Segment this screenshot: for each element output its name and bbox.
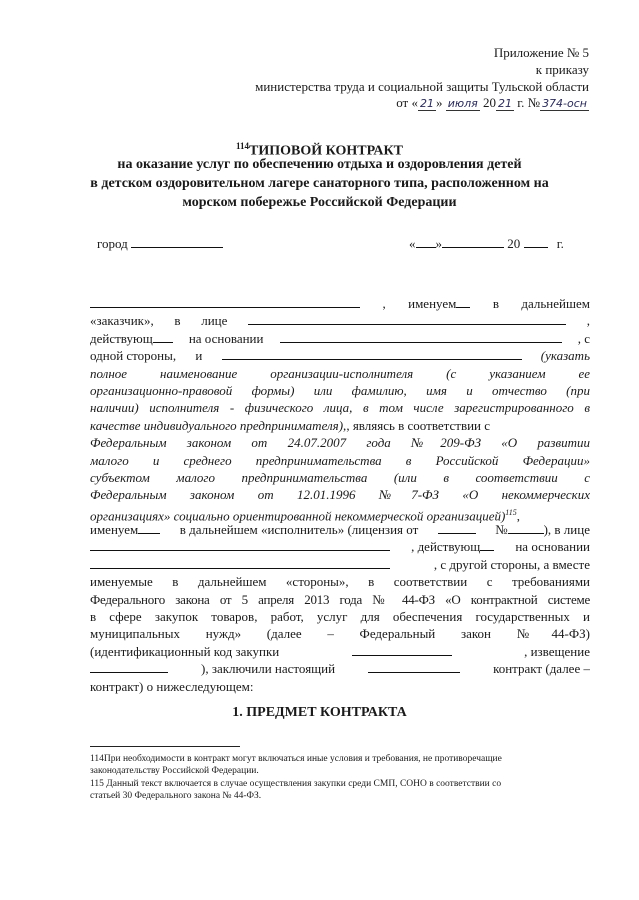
footnote-mark-115: 115 xyxy=(505,507,517,517)
italic-instruction: организационно-правовой формы) или фамилию, имя и отчество (при xyxy=(90,382,590,398)
footnote-114: 114При необходимости в контракт могут включаться иные условия и требования, не противоречащие законодательству Российской Федерации. xyxy=(90,754,502,776)
preamble-line: качестве индивидуального предпринимателя),, являясь в соответствии с xyxy=(90,417,491,433)
italic-instruction: Федеральным законом от 24.07.2007 года №209-ФЗ «О развитии xyxy=(90,435,590,451)
preamble-line: именуемые в дальнейшем «стороны», в соответствии с требованиями xyxy=(90,574,590,590)
preamble-line: «заказчик», в лице , xyxy=(90,313,590,329)
preamble-line: действующ на основании , с xyxy=(90,330,590,346)
footnote-mark-114: 114 xyxy=(236,141,250,151)
preamble-line: , действующ на основании xyxy=(90,538,590,555)
preamble-line: , с другой стороны, а вместе xyxy=(90,556,590,573)
title-line-3: в детском оздоровительном лагере санаторного типа, расположенном на xyxy=(90,176,549,191)
handwritten-order-number: 374-осн xyxy=(542,97,587,110)
italic-instruction: субъектом малого предпринимательства (или в соответствии с xyxy=(90,469,590,485)
preamble-line: одной стороны, и (указать xyxy=(90,348,590,364)
italic-instruction: наличии) исполнителя - физического лица, в том числе зарегистрированного в xyxy=(90,400,590,416)
italic-instruction: полное наименование организации-исполнителя (с указанием ее xyxy=(90,365,590,381)
day-blank xyxy=(416,235,436,248)
ministry-label: министерства труда и социальной защиты Тульской области xyxy=(255,79,589,94)
preamble-line: организациях» социально ориентированной некоммерческой организацией)$^{115}$, xyxy=(90,507,520,524)
title-line-2: на оказание услуг по обеспечению отдыха и оздоровления детей xyxy=(117,157,522,172)
order-date-line: от « 21 » июля 20 21 г. № 374-осн xyxy=(396,95,587,110)
handwritten-day: 21 xyxy=(419,97,434,110)
italic-instruction: малого и среднего предпринимательства в Российской Федерации» xyxy=(90,452,590,468)
appendix-label: Приложение № 5 xyxy=(493,45,589,60)
preamble-line: именуем в дальнейшем «исполнитель» (лицензия от № ), в лице xyxy=(90,522,590,538)
section-heading: 1. ПРЕДМЕТ КОНТРАКТА xyxy=(232,705,407,720)
order-label: к приказу xyxy=(535,62,589,77)
handwritten-year: 21 xyxy=(498,97,513,110)
preamble-line: , именуем в дальнейшем xyxy=(90,295,590,312)
preamble-line: контракт) о нижеследующем: xyxy=(90,678,254,694)
preamble-line: муниципальных нужд» (далее – Федеральный закон №44-ФЗ) xyxy=(90,626,590,642)
year-blank xyxy=(524,235,548,248)
city-blank xyxy=(131,235,223,248)
footnote-divider xyxy=(90,746,240,747)
preamble-line: в сфере закупок товаров, работ, услуг для обеспечения государственных и xyxy=(90,609,590,625)
title-line-4: морском побережье Российской Федерации xyxy=(182,195,457,210)
contract-preamble xyxy=(90,295,590,695)
footnote-115: 115 Данный текст включается в случае осуществления закупки среди СМП, СОНО в соответствии со статьей 30 Федерального закона № 44-ФЗ. xyxy=(90,779,502,801)
preamble-line: (идентификационный код закупки , извещение xyxy=(90,643,590,659)
italic-instruction: Федеральным законом от 12.01.1996 №7-ФЗ «О некоммерческих xyxy=(90,487,590,503)
city-date-line: город « » 20 г. xyxy=(97,236,564,251)
handwritten-month: июля xyxy=(447,97,478,110)
contract-title: $^{114}$ТИПОВОЙ КОНТРАКТ xyxy=(236,141,403,159)
month-blank xyxy=(442,235,504,248)
preamble-line: ), заключили настоящий контракт (далее – xyxy=(90,660,590,677)
preamble-line: Федерального закона от 5 апреля 2013 года № 44-ФЗ «О контрактной системе xyxy=(90,591,590,607)
